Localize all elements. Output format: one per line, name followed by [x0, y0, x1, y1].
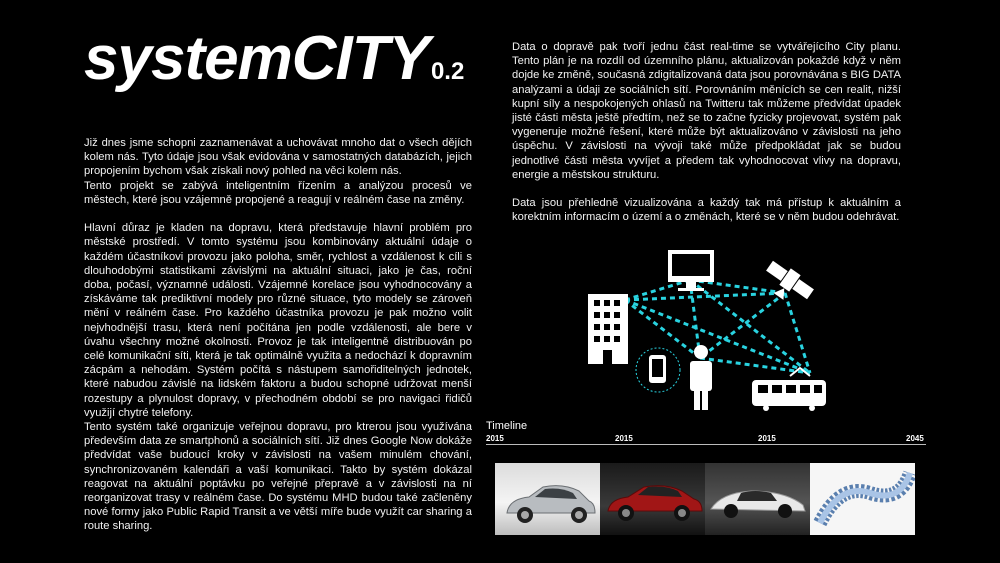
left-paragraph: Hlavní důraz je kladen na dopravu, která představuje hlavní problém pro městské prostředí. V tomto systému jsou kombinovány aktuální údaje o každém účastníkovi provozu jako poloha, směr, rychlost a vzdálenost k cíli s dlouhodobými statistikami závislými na aktuální situaci, jako je čas, roční doba, počasí, významné události. Vzájemné korelace jsou vyhodnocovány a získáváme tak prediktivní modely pro různé situace, tyto modely se zároveň mění v reálném čase. Pro každého účastníka provozu je pak možno volit nejvhodnější trasu, která není počítána jen podle vzdálenosti, ale bere v úvahu všechny možné okolnosti. Provoz je tak inteligentně distribuován po celé komunikační síti, která je tak optimálně využita a nedochází k dopravním zácpám a nehodám. Systém počítá s nástupem samořiditelných jednotek, které nabudou závislé na lidském faktoru a budou schopné udržovat menší rozestupy a plynulost dopravy, v přechodném období se pro navigaci řidičů využijí chytré telefony. [84, 222, 472, 419]
left-paragraph: Již dnes jsme schopni zaznamenávat a uchovávat mnoho dat o všech dějích kolem nás. Tyto údaje jsou však evidována v samostatných databázích, jejich propojením bychom však získali nový pohled na věci kolem nás. [84, 137, 472, 178]
title-version: 0.2 [430, 58, 465, 85]
paragraph-gap [84, 207, 472, 221]
timeline-year: 2015 [615, 434, 633, 443]
paragraph-gap [512, 182, 901, 196]
title-main: systemCITY [84, 24, 429, 93]
smartphone-icon [636, 348, 680, 392]
silver-hatchback-image [495, 463, 600, 535]
right-paragraph: Data jsou přehledně vizualizována a každý tak má přístup k aktuálním a korektním informacím o území a o změnách, které se v něm budou odehrávat. [512, 197, 901, 224]
left-paragraph: Tento projekt se zabývá inteligentním řízením a analýzou procesů ve městech, které jsou vzájemně propojené a reagují v reálném čase na změny. [84, 179, 472, 206]
left-text-column [84, 136, 472, 534]
timeline-label: Timeline [486, 420, 528, 432]
building-icon [588, 294, 628, 364]
page-title [84, 24, 465, 93]
monitor-icon [668, 250, 714, 291]
red-sedan-image [600, 463, 705, 535]
tram-icon [752, 368, 826, 411]
timeline-year: 2015 [486, 434, 504, 443]
timeline [486, 420, 926, 448]
transit-tube-image [810, 463, 915, 535]
timeline-line [486, 444, 926, 445]
left-paragraph: Tento systém také organizuje veřejnou dopravu, pro ktrerou jsou využívána především data ze smartphonů a sociálních sítí. Již dnes Google Now dokáže předvídat vaše budoucí kroky v závislosti na vašem minulém chování, synchronizovaném kalendáři a vaší komunikaci. Takto by systém dokázal reagovat na aktuální poptávku po veřejné přepravě a v závislosti na ní reorganizovat trasy v reálném čase. Do systému MHD budou také začleněny nové formy jako Public Rapid Transit a ve větší míře bude využít car sharing a route sharing. [84, 421, 472, 533]
timeline-years [486, 434, 926, 448]
vehicle-image-strip [495, 463, 915, 535]
right-paragraph: Data o dopravě pak tvoří jednu část real-time se vytvářejícího City planu. Tento plán je na rozdíl od územního plánu, aktualizován pokaždé když v něm dojde ke změně, současná zdigitalizovaná data jsou porovnávána s BIG DATA analýzami a údaji ze sociálních sítí. Porovnáním měnících se cen realit, nižší kupní síly a nespokojených ohlasů na Twitteru tak můžeme předvídat úpadek jisté části města ještě předtím, než se to začne fyzicky projevovat, systém pak vygeneruje možné řešení, které může být aktualizováno v závislosti na jeho úspěchu. V závislosti na vývoji také může předpokládat jak se budou jednotlivé části města vyvíjet a předem tak vyhodnocovat vlivy na dopravu, energie a městskou strukturu. [512, 41, 901, 181]
timeline-year: 2045 [906, 434, 924, 443]
right-text-column [512, 40, 901, 225]
concept-car-image [705, 463, 810, 535]
person-icon [690, 345, 712, 410]
timeline-year: 2015 [758, 434, 776, 443]
network-diagram [560, 238, 860, 418]
